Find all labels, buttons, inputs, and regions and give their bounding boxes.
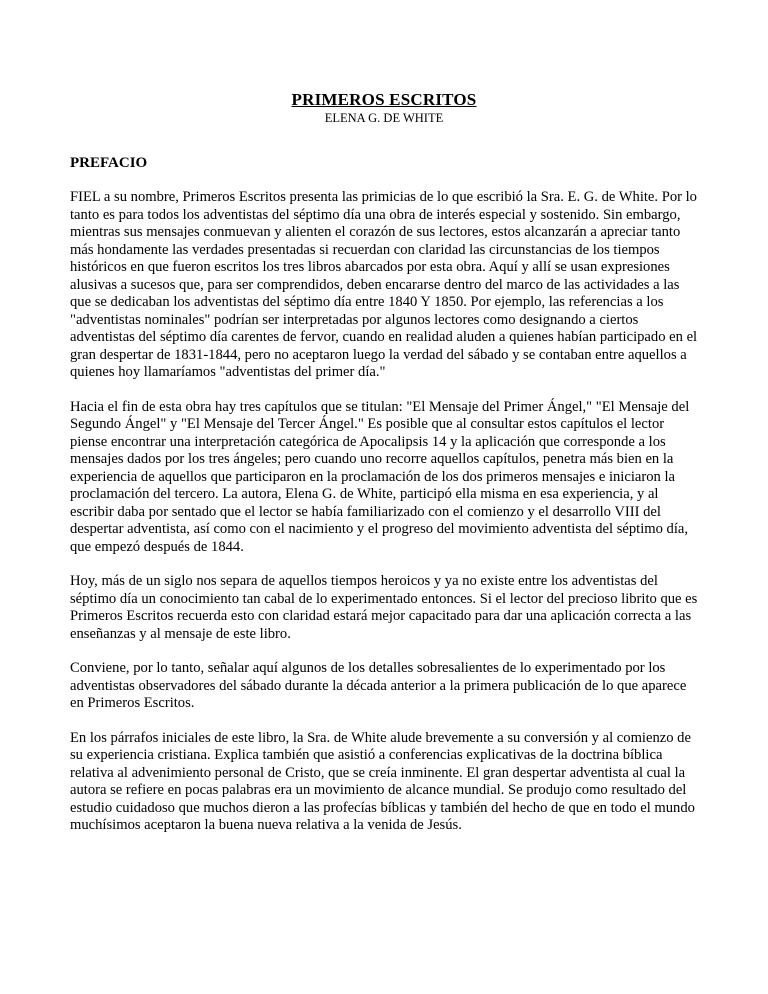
- paragraph: Conviene, por lo tanto, señalar aquí algunos de los detalles sobresalientes de lo experimentado por los adventistas observadores del sábado durante la década anterior a la primera publicación de lo que aparece en Primeros Escritos.: [70, 660, 687, 711]
- section-heading-prefacio: PREFACIO: [70, 155, 148, 171]
- paragraph: FIEL a su nombre, Primeros Escritos presenta las primicias de lo que escribió la Sra. E. G. de White. Por lo tanto es para todos los adventistas del séptimo día una obra de interés especial y sostenido. Sin embargo, mientras sus mensajes conmuevan y alienten el corazón de sus lectores, estos alcanzarán a apreciar tanto más hondamente las verdades presentadas si recuerdan con claridad las circunstancias de los tiempos históricos en que fueron escritos los tres libros abarcados por esta obra. Aquí y allí se usan expresiones alusivas a sucesos que, para ser comprendidos, deben encararse dentro del marco de las actividades a las que se dedicaban los adventistas del séptimo día entre 1840 Y 1850. Por ejemplo, las referencias a los "adventistas nominales" podrían ser interpretadas por algunos lectores como designando a ciertos adventistas del séptimo día carentes de fervor, cuando en realidad aluden a quienes habían participado en el gran despertar de 1831-1844, pero no aceptaron luego la verdad del sábado y se contaban entre aquellos a quienes hoy llamaríamos "adventistas del primer día.": [70, 189, 698, 380]
- document-body: [70, 189, 698, 835]
- document-title: PRIMEROS ESCRITOS: [291, 90, 477, 109]
- document-author: ELENA G. DE WHITE: [324, 111, 444, 125]
- paragraph: Hacia el fin de esta obra hay tres capítulos que se titulan: "El Mensaje del Primer Ángel," "El Mensaje del Segundo Ángel" y "El Mensaje del Tercer Ángel." Es posible que al consultar estos capítulos el lector piense encontrar una interpretación categórica de Apocalipsis 14 y la aplicación que corresponde a los mensajes dados por los tres ángeles; pero cuando uno recorre aquellos capítulos, penetra más bien en la experiencia de aquellos que participaron en la proclamación de los dos primeros mensajes e iniciaron la proclamación del tercero. La autora, Elena G. de White, participó ella misma en esa experiencia, y al escribir daba por sentado que el lector se había familiarizado con el comienzo y el desarrollo VIII del despertar adventista, así como con el nacimiento y el progreso del movimiento adventista del séptimo día, que empezó después de 1844.: [70, 398, 690, 555]
- paragraph: Hoy, más de un siglo nos separa de aquellos tiempos heroicos y ya no existe entre los adventistas del séptimo día un conocimiento tan cabal de lo experimentado entonces. Si el lector del precioso librito que es Primeros Escritos recuerda esto con claridad estará mejor capacitado para dar una aplicación correcta a las enseñanzas y al mensaje de este libro.: [70, 573, 698, 642]
- paragraph: En los párrafos iniciales de este libro, la Sra. de White alude brevemente a su conversión y al comienzo de su experiencia cristiana. Explica también que asistió a conferencias explicativas de la doctrina bíblica relativa al advenimiento personal de Cristo, que se creía inminente. El gran despertar adventista al cual la autora se refiere en pocas palabras era un movimiento de alcance mundial. Se produjo como resultado del estudio cuidadoso que muchos dieron a las profecías bíblicas y también del hecho de que en todo el mundo muchísimos aceptaron la buena nueva relativa a la venida de Jesús.: [70, 729, 695, 833]
